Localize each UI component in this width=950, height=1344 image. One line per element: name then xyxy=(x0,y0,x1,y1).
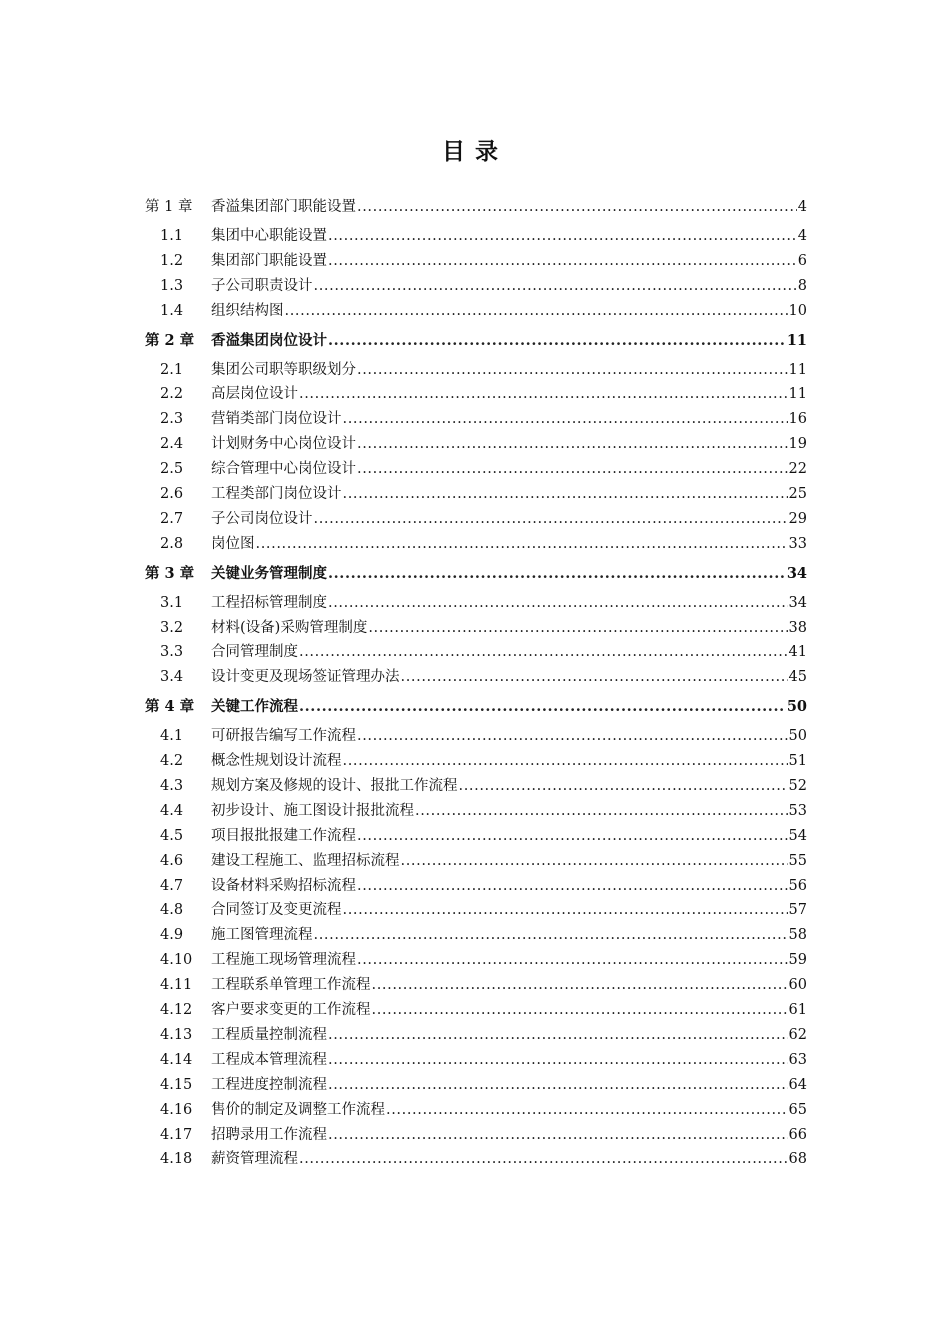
toc-page-number: 8 xyxy=(797,277,807,294)
toc-page-number: 25 xyxy=(788,486,807,503)
toc-dot-leader xyxy=(299,640,788,665)
toc-dot-leader xyxy=(328,591,788,616)
toc-entry-title: 工程联系单管理工作流程 xyxy=(211,977,371,994)
toc-dot-leader xyxy=(415,799,788,824)
toc-dot-leader xyxy=(299,1147,788,1172)
toc-entry-number: 3.4 xyxy=(160,669,184,686)
toc-section-entry[interactable] xyxy=(145,874,807,899)
toc-page-number: 45 xyxy=(788,669,807,686)
toc-dot-leader xyxy=(386,1098,788,1123)
toc-section-entry[interactable] xyxy=(145,948,807,973)
toc-entry-title: 综合管理中心岗位设计 xyxy=(211,461,356,478)
toc-dot-leader xyxy=(328,1123,788,1148)
toc-entry-number: 4.18 xyxy=(160,1151,193,1168)
toc-dot-leader xyxy=(357,724,788,749)
toc-section-entry[interactable] xyxy=(145,849,807,874)
toc-entry-number: 4.9 xyxy=(160,927,184,944)
toc-entry-title: 计划财务中心岗位设计 xyxy=(211,436,356,453)
toc-page-number: 63 xyxy=(788,1051,807,1068)
toc-page-number: 57 xyxy=(788,902,807,919)
toc-entry-title: 工程进度控制流程 xyxy=(211,1076,327,1093)
toc-section-entry[interactable] xyxy=(145,640,807,665)
toc-entry-number: 4.3 xyxy=(160,778,184,795)
toc-page-number: 11 xyxy=(788,386,807,403)
toc-page-number: 4 xyxy=(797,228,807,244)
toc-dot-leader xyxy=(372,973,788,998)
toc-page-number: 4 xyxy=(797,199,807,215)
toc-entry-number: 4.16 xyxy=(160,1101,193,1118)
toc-entry-number: 2.2 xyxy=(160,386,184,403)
toc-section-entry[interactable] xyxy=(145,923,807,948)
toc-section-entry[interactable] xyxy=(145,1023,807,1048)
toc-entry-number: 3.2 xyxy=(160,619,184,636)
toc-dot-leader xyxy=(372,998,788,1023)
toc-dot-leader xyxy=(357,948,788,973)
toc-section-entry[interactable] xyxy=(145,1098,807,1123)
toc-entry-number: 2.6 xyxy=(160,486,184,503)
toc-section-entry[interactable] xyxy=(145,998,807,1023)
toc-entry-title: 初步设计、施工图设计报批流程 xyxy=(211,802,414,819)
toc-dot-leader xyxy=(328,1048,788,1073)
toc-section-entry[interactable] xyxy=(145,274,807,299)
toc-entry-number: 4.7 xyxy=(160,877,184,894)
toc-dot-leader xyxy=(299,382,788,407)
toc-page-number: 11 xyxy=(788,361,807,378)
toc-section-entry[interactable] xyxy=(145,1048,807,1073)
toc-page-number: 58 xyxy=(788,927,807,944)
toc-section-entry[interactable] xyxy=(145,724,807,749)
toc-dot-leader xyxy=(357,457,788,482)
toc-dot-leader xyxy=(328,1023,788,1048)
toc-dot-leader xyxy=(401,849,788,874)
toc-page-number: 56 xyxy=(788,877,807,894)
toc-page-number: 52 xyxy=(788,778,807,795)
toc-entry-title: 香溢集团部门职能设置 xyxy=(211,199,356,215)
toc-entry-number: 2.5 xyxy=(160,461,184,478)
toc-entry-number: 第 3 章 xyxy=(145,564,195,582)
toc-entry-title: 关键工作流程 xyxy=(211,698,298,716)
toc-entry-number: 2.4 xyxy=(160,436,184,453)
toc-entry-title: 工程成本管理流程 xyxy=(211,1051,327,1068)
toc-section-entry[interactable] xyxy=(145,358,807,383)
toc-entry-title: 客户要求变更的工作流程 xyxy=(211,1002,371,1019)
toc-entry-number: 4.17 xyxy=(160,1126,193,1143)
toc-entry-title: 项目报批报建工作流程 xyxy=(211,827,356,844)
toc-section-entry[interactable] xyxy=(145,382,807,407)
toc-entry-number: 4.6 xyxy=(160,852,184,869)
toc-entry-title: 子公司岗位设计 xyxy=(211,510,313,527)
toc-dot-leader xyxy=(328,557,786,591)
toc-entry-title: 集团公司职等职级划分 xyxy=(211,361,356,378)
toc-page-number: 55 xyxy=(788,852,807,869)
toc-dot-leader xyxy=(459,774,788,799)
toc-section-entry[interactable] xyxy=(145,616,807,641)
toc-section-entry[interactable] xyxy=(145,1073,807,1098)
toc-chapter-entry[interactable] xyxy=(145,690,807,724)
toc-page-number: 62 xyxy=(788,1026,807,1043)
toc-page-number: 10 xyxy=(788,302,807,319)
toc-entry-title: 高层岗位设计 xyxy=(211,386,298,403)
toc-entry-title: 工程质量控制流程 xyxy=(211,1026,327,1043)
toc-entry-number: 4.13 xyxy=(160,1026,193,1043)
toc-page-number: 19 xyxy=(788,436,807,453)
toc-section-entry[interactable] xyxy=(145,507,807,532)
toc-entry-number: 1.4 xyxy=(160,302,184,319)
toc-entry-title: 工程类部门岗位设计 xyxy=(211,486,342,503)
toc-entry-number: 4.12 xyxy=(160,1002,193,1019)
toc-page-number: 50 xyxy=(788,728,807,745)
toc-entry-number: 4.8 xyxy=(160,902,184,919)
toc-dot-leader xyxy=(328,1073,788,1098)
toc-entry-title: 建设工程施工、监理招标流程 xyxy=(211,852,400,869)
toc-entry-number: 4.2 xyxy=(160,753,184,770)
toc-section-entry[interactable] xyxy=(145,224,807,249)
toc-dot-leader xyxy=(343,898,788,923)
toc-page-number: 54 xyxy=(788,827,807,844)
toc-page-number: 61 xyxy=(788,1002,807,1019)
toc-entry-number: 第 1 章 xyxy=(145,199,193,215)
toc-entry-number: 2.8 xyxy=(160,535,184,552)
toc-section-entry[interactable] xyxy=(145,591,807,616)
toc-dot-leader xyxy=(285,299,788,324)
toc-page-number: 16 xyxy=(788,411,807,428)
toc-entry-title: 营销类部门岗位设计 xyxy=(211,411,342,428)
toc-page-number: 50 xyxy=(786,698,807,716)
toc-dot-leader xyxy=(314,923,788,948)
toc-entry-title: 设计变更及现场签证管理办法 xyxy=(211,669,400,686)
toc-entry-number: 4.4 xyxy=(160,802,184,819)
toc-entry-number: 3.3 xyxy=(160,644,184,661)
toc-dot-leader xyxy=(314,507,788,532)
toc-section-entry[interactable] xyxy=(145,1147,807,1172)
toc-entry-title: 工程施工现场管理流程 xyxy=(211,952,356,969)
toc-section-entry[interactable] xyxy=(145,457,807,482)
toc-section-entry[interactable] xyxy=(145,482,807,507)
toc-entry-title: 香溢集团岗位设计 xyxy=(211,331,327,349)
toc-section-entry[interactable] xyxy=(145,749,807,774)
toc-entry-title: 集团部门职能设置 xyxy=(211,252,327,269)
toc-entry-title: 施工图管理流程 xyxy=(211,927,313,944)
toc-page-number: 64 xyxy=(788,1076,807,1093)
toc-page-number: 11 xyxy=(786,331,807,349)
toc-page-number: 66 xyxy=(788,1126,807,1143)
toc-section-entry[interactable] xyxy=(145,299,807,324)
toc-page-number: 51 xyxy=(788,753,807,770)
toc-entry-title: 岗位图 xyxy=(211,535,255,552)
toc-dot-leader xyxy=(357,432,788,457)
toc-dot-leader xyxy=(343,482,788,507)
toc-entry-title: 设备材料采购招标流程 xyxy=(211,877,356,894)
toc-dot-leader xyxy=(357,190,797,224)
toc-section-entry[interactable] xyxy=(145,824,807,849)
toc-dot-leader xyxy=(328,224,797,249)
toc-entry-number: 4.14 xyxy=(160,1051,193,1068)
toc-section-entry[interactable] xyxy=(145,407,807,432)
toc-entry-title: 薪资管理流程 xyxy=(211,1151,298,1168)
table-of-contents xyxy=(145,190,807,1172)
toc-page-number: 53 xyxy=(788,802,807,819)
toc-entry-title: 组织结构图 xyxy=(211,302,284,319)
toc-entry-number: 4.1 xyxy=(160,728,184,745)
toc-page-number: 68 xyxy=(788,1151,807,1168)
toc-entry-title: 工程招标管理制度 xyxy=(211,594,327,611)
toc-entry-number: 1.2 xyxy=(160,252,184,269)
toc-section-entry[interactable] xyxy=(145,249,807,274)
toc-entry-title: 合同管理制度 xyxy=(211,644,298,661)
toc-entry-number: 2.1 xyxy=(160,361,184,378)
toc-section-entry[interactable] xyxy=(145,432,807,457)
toc-page-number: 22 xyxy=(788,461,807,478)
toc-dot-leader xyxy=(343,407,788,432)
toc-entry-title: 关键业务管理制度 xyxy=(211,564,327,582)
toc-entry-title: 招聘录用工作流程 xyxy=(211,1126,327,1143)
toc-dot-leader xyxy=(368,616,787,641)
toc-entry-number: 2.3 xyxy=(160,411,184,428)
toc-entry-title: 集团中心职能设置 xyxy=(211,228,327,244)
toc-entry-title: 售价的制定及调整工作流程 xyxy=(211,1101,385,1118)
toc-page-number: 60 xyxy=(788,977,807,994)
toc-dot-leader xyxy=(328,249,797,274)
toc-page-number: 38 xyxy=(788,619,807,636)
toc-page-number: 6 xyxy=(797,252,807,269)
toc-dot-leader xyxy=(343,749,788,774)
toc-page-number: 34 xyxy=(786,564,807,582)
toc-entry-number: 4.11 xyxy=(160,977,193,994)
page-title: 目录 xyxy=(442,138,508,165)
toc-entry-title: 材料(设备)采购管理制度 xyxy=(211,619,368,636)
toc-entry-number: 第 2 章 xyxy=(145,331,195,349)
toc-entry-number: 4.5 xyxy=(160,827,184,844)
toc-entry-number: 4.15 xyxy=(160,1076,193,1093)
toc-dot-leader xyxy=(401,665,788,690)
toc-entry-number: 1.3 xyxy=(160,277,184,294)
toc-section-entry[interactable] xyxy=(145,774,807,799)
toc-page-number: 29 xyxy=(788,510,807,527)
toc-entry-number: 1.1 xyxy=(160,228,184,244)
toc-section-entry[interactable] xyxy=(145,799,807,824)
toc-page-number: 65 xyxy=(788,1101,807,1118)
toc-entry-number: 4.10 xyxy=(160,952,193,969)
toc-dot-leader xyxy=(328,324,786,358)
toc-dot-leader xyxy=(299,690,786,724)
toc-dot-leader xyxy=(357,358,788,383)
toc-dot-leader xyxy=(256,532,788,557)
toc-entry-number: 第 4 章 xyxy=(145,698,195,716)
toc-section-entry[interactable] xyxy=(145,532,807,557)
toc-entry-title: 可研报告编写工作流程 xyxy=(211,728,356,745)
toc-chapter-entry[interactable] xyxy=(145,324,807,358)
toc-section-entry[interactable] xyxy=(145,973,807,998)
toc-entry-title: 子公司职责设计 xyxy=(211,277,313,294)
toc-chapter-entry[interactable] xyxy=(145,190,807,224)
toc-page-number: 33 xyxy=(788,535,807,552)
toc-page-number: 41 xyxy=(788,644,807,661)
toc-entry-title: 规划方案及修规的设计、报批工作流程 xyxy=(211,778,458,795)
toc-entry-number: 2.7 xyxy=(160,510,184,527)
toc-page-number: 59 xyxy=(788,952,807,969)
toc-dot-leader xyxy=(314,274,797,299)
toc-entry-number: 3.1 xyxy=(160,594,184,611)
toc-page-number: 34 xyxy=(788,594,807,611)
toc-entry-title: 合同签订及变更流程 xyxy=(211,902,342,919)
toc-dot-leader xyxy=(357,874,788,899)
toc-section-entry[interactable] xyxy=(145,1123,807,1148)
toc-chapter-entry[interactable] xyxy=(145,557,807,591)
toc-section-entry[interactable] xyxy=(145,665,807,690)
toc-entry-title: 概念性规划设计流程 xyxy=(211,753,342,770)
toc-dot-leader xyxy=(357,824,788,849)
toc-section-entry[interactable] xyxy=(145,898,807,923)
